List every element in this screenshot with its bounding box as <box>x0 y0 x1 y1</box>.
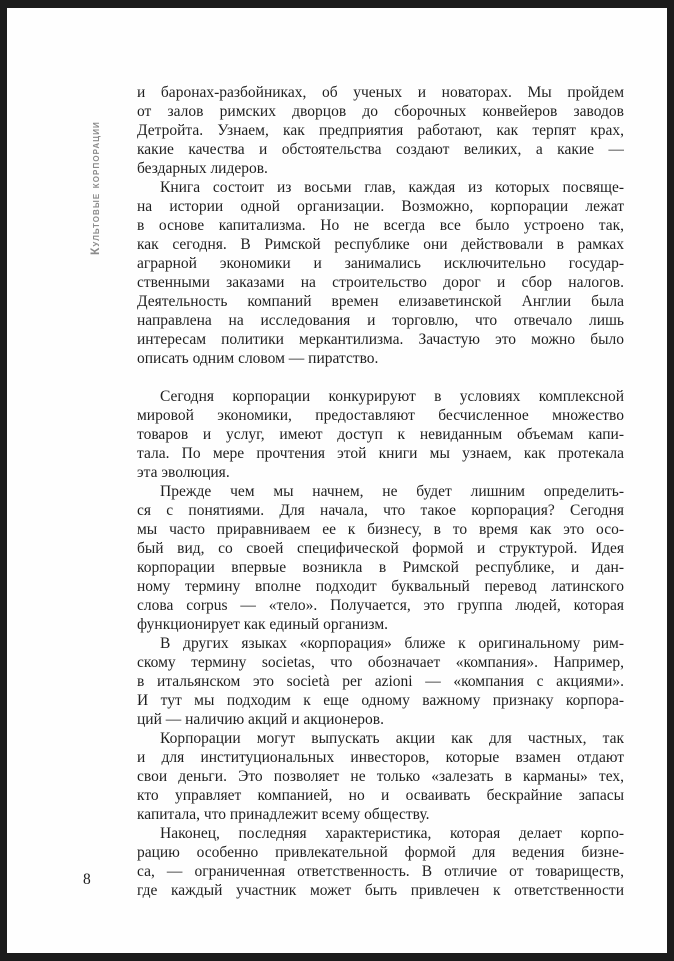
text-line: ся с понятиями. Для начала, что такое корпорация? Сегодня <box>137 502 624 519</box>
text-line: тала. По мере прочтения этой книги мы узнаем, как протекала <box>137 445 624 462</box>
paragraph <box>137 482 624 634</box>
text-line: корпорации впервые возникла в Римской республике, и дан- <box>137 559 624 576</box>
paragraph <box>137 387 624 482</box>
sidebar-vertical-title: Культовые корпорации <box>88 121 102 255</box>
text-line: функционирует как единый организм. <box>137 616 389 633</box>
text-line: как сегодня. В Римской республике они действовали в рамках <box>137 236 624 253</box>
text-line: мировой экономики, предоставляют бесчисленное множество <box>137 407 624 424</box>
text-line: скому термину societas, что обозначает «компания». Например, <box>137 654 624 671</box>
text-line: И тут мы подходим к еще одному важному признаку корпора- <box>137 692 624 709</box>
text-line: мы часто приравниваем ее к бизнесу, в то время как это осо- <box>137 521 624 538</box>
text-line: Наконец, последняя характеристика, которая делает корпо- <box>160 825 624 842</box>
text-line: где каждый участник может быть привлечен к ответственности <box>137 882 624 899</box>
text-line: Сегодня корпорации конкурируют в условиях комплексной <box>160 388 624 405</box>
text-line: Книга состоит из восьми глав, каждая из которых посвяще- <box>160 179 624 196</box>
text-line: эта эволюция. <box>137 464 230 481</box>
text-line: Деятельность компаний времен елизаветинской Англии была <box>137 293 624 310</box>
text-line: Корпорации могут выпускать акции как для частных, так <box>160 730 624 747</box>
text-line: рацию особенно привлекательной формой для ведения бизне- <box>137 844 624 861</box>
text-line: кто управляет компанией, но и осваивать бескрайние запасы <box>137 787 624 804</box>
text-line: слова corpus — «тело». Получается, это группа людей, которая <box>137 597 624 614</box>
text-line: направлена на исследования и торговлю, что отвечало лишь <box>137 312 624 329</box>
page-number: 8 <box>83 871 91 888</box>
paragraph <box>137 824 624 900</box>
text-line: описать одним словом — пиратство. <box>137 350 379 367</box>
text-line: на истории одной организации. Возможно, корпорации лежат <box>137 198 624 215</box>
text-line: и для институциональных инвесторов, которые взамен отдают <box>137 749 624 766</box>
text-line: капитала, что принадлежит всему обществу. <box>137 806 430 823</box>
text-line: Детройта. Узнаем, как предприятия работают, как терпят крах, <box>137 122 624 139</box>
paragraph <box>137 634 624 729</box>
text-line: ному термину вполне подходит буквальный перевод латинского <box>137 578 624 595</box>
text-line: ственными заказами на строительство дорог и сбор налогов. <box>137 274 624 291</box>
text-line: Прежде чем мы начнем, не будет лишним определить- <box>160 483 624 500</box>
text-line: ций — наличию акций и акционеров. <box>137 711 384 728</box>
text-line: аграрной экономики и занимались исключительно государ- <box>137 255 624 272</box>
paragraph <box>137 729 624 824</box>
paragraph <box>137 178 624 368</box>
text-line: какие качества и обстоятельства создают великих, а какие — <box>137 141 624 158</box>
text-line: бый вид, со своей специфической формой и структурой. Идея <box>137 540 624 557</box>
book-page <box>7 8 667 953</box>
text-line: в основе капитализма. Но не всегда все было устроено так, <box>137 217 624 234</box>
text-line: В других языках «корпорация» ближе к оригинальному рим- <box>160 635 624 652</box>
text-line: свои деньги. Это позволяет не только «залезать в карманы» тех, <box>137 768 624 785</box>
paragraph <box>137 83 624 178</box>
text-line: бездарных лидеров. <box>137 160 268 177</box>
text-line: в итальянском это società per azioni — «компания с акциями». <box>137 673 624 690</box>
text-line: от залов римских дворцов до сборочных конвейеров заводов <box>137 103 624 120</box>
text-line: и баронах-разбойниках, об ученых и новаторах. Мы пройдем <box>137 84 624 101</box>
text-line: интересам политики меркантилизма. Зачастую это можно было <box>137 331 624 348</box>
text-line: са, — ограниченная ответственность. В отличие от товариществ, <box>137 863 624 880</box>
text-line: товаров и услуг, имеют доступ к невиданным объемам капи- <box>137 426 624 443</box>
body-text <box>137 83 624 900</box>
